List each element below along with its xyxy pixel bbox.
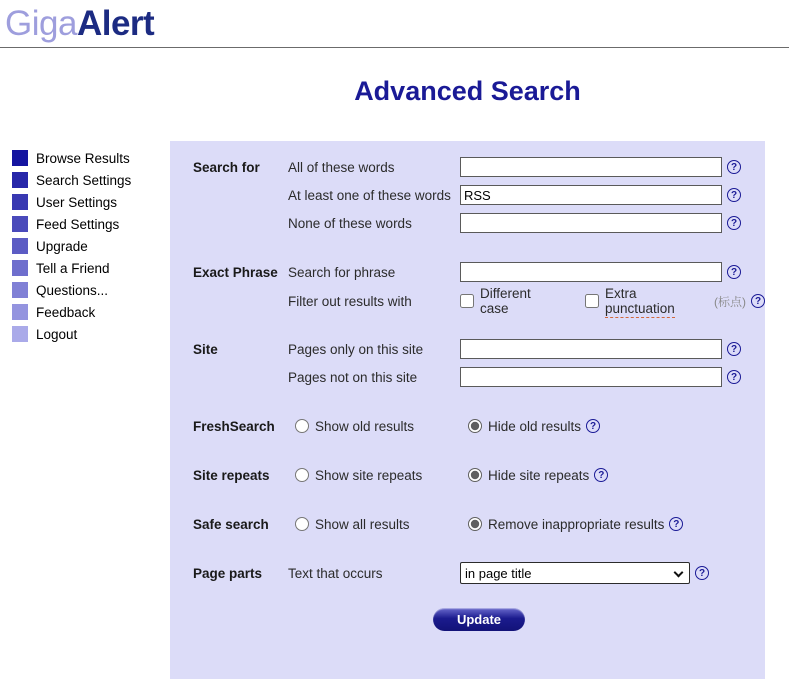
checkbox-label-head: Extra [605, 286, 637, 301]
section-label: Page parts [193, 565, 263, 581]
help-icon[interactable]: ? [751, 294, 765, 308]
section-site-repeats [193, 461, 765, 489]
sidebar-item-label[interactable]: User Settings [36, 194, 118, 210]
field-label: At least one of these words [288, 187, 451, 203]
section-label: Site repeats [193, 467, 270, 483]
square-bullet-icon [12, 150, 28, 166]
sidebar-item-feedback[interactable] [12, 301, 170, 323]
section-label: Site [193, 341, 218, 357]
radio-label: Show all results [315, 516, 410, 532]
help-icon[interactable]: ? [727, 370, 741, 384]
show-all-results-radio[interactable] [295, 517, 309, 531]
radio-label: Show site repeats [315, 467, 423, 483]
giga-alert-logo [5, 2, 789, 46]
sidebar-item-questions[interactable] [12, 279, 170, 301]
section-label: Safe search [193, 516, 269, 532]
section-label: FreshSearch [193, 418, 275, 434]
pages-not-on-site-input[interactable] [460, 367, 722, 387]
section-fresh-search [193, 412, 765, 440]
sidebar-item-label[interactable]: Logout [36, 326, 78, 342]
sidebar-item-label[interactable]: Tell a Friend [36, 260, 110, 276]
help-icon[interactable]: ? [727, 188, 741, 202]
section-site [193, 335, 765, 391]
sidebar-item-tell-a-friend[interactable] [12, 257, 170, 279]
section-page-parts [193, 559, 765, 587]
hide-old-results-radio[interactable] [468, 419, 482, 433]
logo-part-giga: Giga [5, 4, 77, 43]
sidebar-item-label[interactable]: Search Settings [36, 172, 132, 188]
sidebar-item-label[interactable]: Upgrade [36, 238, 88, 254]
help-icon[interactable]: ? [727, 160, 741, 174]
help-icon[interactable]: ? [727, 342, 741, 356]
square-bullet-icon [12, 304, 28, 320]
radio-label: Hide site repeats [488, 467, 590, 483]
update-button[interactable]: Update [433, 608, 525, 631]
button-row [193, 608, 765, 631]
sidebar-item-label[interactable]: Feedback [36, 304, 96, 320]
spellcheck-underlined-word: punctuation [605, 301, 675, 316]
field-label: Search for phrase [288, 264, 396, 280]
advanced-search-form [170, 141, 765, 679]
sidebar-item-label[interactable]: Questions... [36, 282, 109, 298]
none-of-these-words-input[interactable] [460, 213, 722, 233]
help-icon[interactable]: ? [695, 566, 709, 580]
sidebar-item-user-settings[interactable] [12, 191, 170, 213]
show-old-results-radio[interactable] [295, 419, 309, 433]
field-label: Pages not on this site [288, 369, 418, 385]
radio-label: Remove inappropriate results [488, 516, 665, 532]
text-occurs-select[interactable] [460, 562, 690, 584]
section-safe-search [193, 510, 765, 538]
extra-punctuation-checkbox[interactable] [585, 294, 599, 308]
header [0, 0, 789, 48]
radio-label: Show old results [315, 418, 415, 434]
field-label: Text that occurs [288, 565, 383, 581]
pages-only-on-site-input[interactable] [460, 339, 722, 359]
search-phrase-input[interactable] [460, 262, 722, 282]
square-bullet-icon [12, 282, 28, 298]
section-label: Search for [193, 159, 260, 175]
sidebar-item-label[interactable]: Browse Results [36, 150, 130, 166]
sidebar-item-label[interactable]: Feed Settings [36, 216, 120, 232]
field-label: Filter out results with [288, 293, 412, 309]
square-bullet-icon [12, 172, 28, 188]
hide-site-repeats-radio[interactable] [468, 468, 482, 482]
radio-label: Hide old results [488, 418, 582, 434]
all-of-these-words-input[interactable] [460, 157, 722, 177]
checkbox-label [605, 286, 710, 316]
field-label: Pages only on this site [288, 341, 424, 357]
help-icon[interactable]: ? [594, 468, 608, 482]
help-icon[interactable]: ? [727, 265, 741, 279]
show-site-repeats-radio[interactable] [295, 468, 309, 482]
square-bullet-icon [12, 238, 28, 254]
sidebar-item-browse-results[interactable] [12, 147, 170, 169]
square-bullet-icon [12, 326, 28, 342]
cjk-translation-note: (标点) [714, 294, 747, 309]
different-case-checkbox[interactable] [460, 294, 474, 308]
help-icon[interactable]: ? [727, 216, 741, 230]
sidebar-item-search-settings[interactable] [12, 169, 170, 191]
remove-inappropriate-radio[interactable] [468, 517, 482, 531]
help-icon[interactable]: ? [586, 419, 600, 433]
square-bullet-icon [12, 260, 28, 276]
logo-part-alert: Alert [76, 4, 155, 43]
at-least-one-word-input[interactable] [460, 185, 722, 205]
square-bullet-icon [12, 216, 28, 232]
sidebar-item-logout[interactable] [12, 323, 170, 345]
section-label: Exact Phrase [193, 264, 278, 280]
page-title: Advanced Search [354, 76, 581, 106]
sidebar-item-upgrade[interactable] [12, 235, 170, 257]
sidebar-item-feed-settings[interactable] [12, 213, 170, 235]
checkbox-label: Different case [480, 286, 531, 316]
section-search-for [193, 153, 765, 237]
section-exact-phrase [193, 258, 765, 314]
content [0, 141, 789, 679]
field-label: None of these words [288, 215, 412, 231]
title-row [170, 76, 765, 107]
square-bullet-icon [12, 194, 28, 210]
field-label: All of these words [288, 159, 395, 175]
sidebar [0, 141, 170, 679]
help-icon[interactable]: ? [669, 517, 683, 531]
